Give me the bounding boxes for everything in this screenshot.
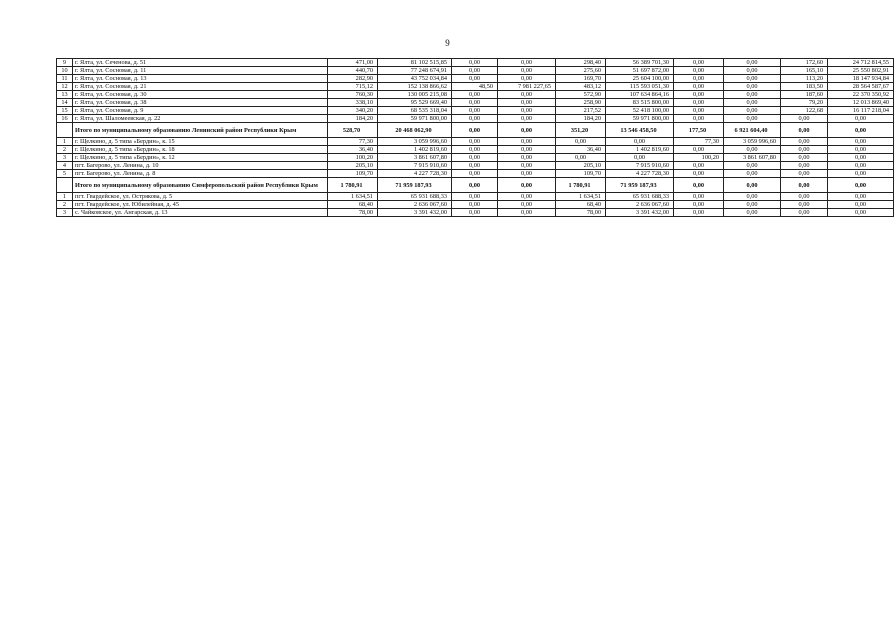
- value-cell: 0,00: [781, 193, 828, 201]
- value-cell: 0,00: [674, 178, 724, 193]
- row-number: 14: [57, 99, 73, 107]
- value-cell: 205,10: [556, 162, 606, 170]
- table-row: [57, 83, 894, 91]
- value-cell: 715,12: [328, 83, 378, 91]
- table-row: [57, 115, 894, 123]
- value-cell: 3 391 432,00: [378, 209, 452, 217]
- value-cell: 0,00: [674, 162, 724, 170]
- value-cell: 0,00: [828, 123, 894, 138]
- value-cell: 3 059 996,60: [378, 138, 452, 146]
- value-cell: 113,20: [781, 75, 828, 83]
- value-cell: 1 634,51: [556, 193, 606, 201]
- table-row: [57, 91, 894, 99]
- value-cell: 0,00: [452, 193, 498, 201]
- value-cell: 0,00: [828, 162, 894, 170]
- row-number: 11: [57, 75, 73, 83]
- value-cell: 0,00: [724, 162, 781, 170]
- value-cell: 152 138 866,62: [378, 83, 452, 91]
- value-cell: 68,40: [556, 201, 606, 209]
- value-cell: 528,70: [328, 123, 378, 138]
- address-cell: г. Ялта, ул. Сосновая, д. 38: [73, 99, 328, 107]
- table-row: [57, 170, 894, 178]
- value-cell: 0,00: [781, 162, 828, 170]
- value-cell: 0,00: [498, 162, 556, 170]
- address-cell: г. Ялта, ул. Сосновая, д. 21: [73, 83, 328, 91]
- value-cell: 0,00: [452, 59, 498, 67]
- value-cell: 2 636 067,60: [606, 201, 674, 209]
- value-cell: 0,00: [724, 178, 781, 193]
- value-cell: 36,40: [328, 146, 378, 154]
- value-cell: 0,00: [674, 59, 724, 67]
- table-row: [57, 146, 894, 154]
- value-cell: 25 604 100,00: [606, 75, 674, 83]
- value-cell: 0,00: [498, 178, 556, 193]
- value-cell: 65 931 688,33: [606, 193, 674, 201]
- value-cell: 0,00: [781, 209, 828, 217]
- row-number: 1: [57, 138, 73, 146]
- address-cell: с. Чайковское, ул. Ангарская, д. 13: [73, 209, 328, 217]
- value-cell: 0,00: [674, 83, 724, 91]
- address-cell: г. Щелкино, д. 5 типа «Бердин», к. 15: [73, 138, 328, 146]
- value-cell: 0,00: [452, 209, 498, 217]
- table-row: [57, 99, 894, 107]
- value-cell: 28 564 587,67: [828, 83, 894, 91]
- value-cell: 1 402 819,60: [606, 146, 674, 154]
- row-number: 3: [57, 209, 73, 217]
- subtotal-label: Итого по муниципальному образованию Ленинский район Республики Крым: [73, 123, 328, 138]
- value-cell: 183,50: [781, 83, 828, 91]
- value-cell: 3 391 432,00: [606, 209, 674, 217]
- value-cell: 0,00: [724, 83, 781, 91]
- value-cell: 0,00: [498, 91, 556, 99]
- value-cell: 56 389 701,30: [606, 59, 674, 67]
- value-cell: 122,68: [781, 107, 828, 115]
- value-cell: 0,00: [498, 201, 556, 209]
- value-cell: 165,10: [781, 67, 828, 75]
- subtotal-row: [57, 123, 894, 138]
- value-cell: 7 981 227,65: [498, 83, 556, 91]
- value-cell: 0,00: [674, 209, 724, 217]
- address-cell: г. Щелкино, д. 5 типа «Бердин», к. 12: [73, 154, 328, 162]
- row-number: 5: [57, 170, 73, 178]
- value-cell: 25 550 802,91: [828, 67, 894, 75]
- row-number: 10: [57, 67, 73, 75]
- value-cell: 0,00: [674, 201, 724, 209]
- value-cell: 51 697 872,00: [606, 67, 674, 75]
- value-cell: 0,00: [606, 138, 674, 146]
- value-cell: 0,00: [498, 123, 556, 138]
- table-row: [57, 154, 894, 162]
- value-cell: 71 959 187,93: [378, 178, 452, 193]
- value-cell: 0,00: [724, 193, 781, 201]
- value-cell: 43 752 034,84: [378, 75, 452, 83]
- value-cell: 107 634 864,16: [606, 91, 674, 99]
- value-cell: 0,00: [781, 201, 828, 209]
- value-cell: 13 546 458,50: [606, 123, 674, 138]
- value-cell: 1 780,91: [556, 178, 606, 193]
- value-cell: 109,70: [328, 170, 378, 178]
- value-cell: 18 147 934,84: [828, 75, 894, 83]
- value-cell: 7 915 910,60: [378, 162, 452, 170]
- value-cell: 0,00: [724, 67, 781, 75]
- value-cell: 1 402 819,60: [378, 146, 452, 154]
- value-cell: 1 780,91: [328, 178, 378, 193]
- value-cell: 0,00: [452, 99, 498, 107]
- value-cell: 100,20: [328, 154, 378, 162]
- value-cell: 0,00: [674, 67, 724, 75]
- value-cell: 0,00: [498, 107, 556, 115]
- address-cell: г. Ялта, ул. Сосновая, д. 11: [73, 67, 328, 75]
- value-cell: 3 861 607,80: [724, 154, 781, 162]
- row-number: 12: [57, 83, 73, 91]
- value-cell: 0,00: [828, 193, 894, 201]
- subtotal-label: Итого по муниципальному образованию Симферопольский район Республики Крым: [73, 178, 328, 193]
- value-cell: 0,00: [724, 99, 781, 107]
- value-cell: 0,00: [724, 209, 781, 217]
- value-cell: 0,00: [452, 154, 498, 162]
- value-cell: 0,00: [674, 146, 724, 154]
- address-cell: г. Ялта, ул. Сосновая, д. 30: [73, 91, 328, 99]
- value-cell: 52 418 100,00: [606, 107, 674, 115]
- value-cell: 0,00: [781, 170, 828, 178]
- value-cell: 0,00: [452, 138, 498, 146]
- value-cell: 0,00: [452, 123, 498, 138]
- value-cell: 0,00: [674, 170, 724, 178]
- value-cell: 0,00: [498, 59, 556, 67]
- value-cell: 0,00: [674, 99, 724, 107]
- table-row: [57, 193, 894, 201]
- value-cell: 340,20: [328, 107, 378, 115]
- value-cell: 760,30: [328, 91, 378, 99]
- value-cell: 3 861 607,80: [378, 154, 452, 162]
- value-cell: 0,00: [724, 115, 781, 123]
- value-cell: 0,00: [498, 146, 556, 154]
- table-row: [57, 162, 894, 170]
- address-cell: г. Ялта, ул. Сосновая, д. 13: [73, 75, 328, 83]
- value-cell: 48,50: [452, 83, 498, 91]
- value-cell: 169,70: [556, 75, 606, 83]
- row-number: 9: [57, 59, 73, 67]
- row-number: 4: [57, 162, 73, 170]
- row-number: 15: [57, 107, 73, 115]
- address-cell: г. Щелкино, д. 5 типа «Бердин», к. 18: [73, 146, 328, 154]
- table-row: [57, 107, 894, 115]
- value-cell: 0,00: [781, 123, 828, 138]
- value-cell: 471,00: [328, 59, 378, 67]
- value-cell: 0,00: [828, 209, 894, 217]
- value-cell: 81 102 515,85: [378, 59, 452, 67]
- value-cell: 59 971 800,00: [378, 115, 452, 123]
- value-cell: 0,00: [452, 115, 498, 123]
- row-number: 2: [57, 201, 73, 209]
- address-cell: пгт. Багерово, ул. Ленина, д. 10: [73, 162, 328, 170]
- value-cell: 130 005 215,08: [378, 91, 452, 99]
- value-cell: 0,00: [674, 193, 724, 201]
- address-cell: пгт. Гвардейское, ул. Юбилейная, д. 45: [73, 201, 328, 209]
- value-cell: 0,00: [724, 201, 781, 209]
- row-number: [57, 178, 73, 193]
- value-cell: 0,00: [452, 170, 498, 178]
- value-cell: 0,00: [674, 75, 724, 83]
- subtotal-row: [57, 178, 894, 193]
- value-cell: 1 634,51: [328, 193, 378, 201]
- value-cell: 0,00: [781, 115, 828, 123]
- table-row: [57, 59, 894, 67]
- value-cell: 298,40: [556, 59, 606, 67]
- table-row: [57, 75, 894, 83]
- value-cell: 95 529 669,40: [378, 99, 452, 107]
- value-cell: 0,00: [556, 154, 606, 162]
- value-cell: 0,00: [828, 146, 894, 154]
- row-number: 16: [57, 115, 73, 123]
- page-number: 9: [445, 38, 450, 48]
- value-cell: 0,00: [781, 138, 828, 146]
- resettlement-table: [56, 58, 894, 217]
- value-cell: 0,00: [724, 59, 781, 67]
- value-cell: 0,00: [452, 162, 498, 170]
- value-cell: 187,60: [781, 91, 828, 99]
- row-number: 2: [57, 146, 73, 154]
- value-cell: 0,00: [828, 138, 894, 146]
- value-cell: 172,60: [781, 59, 828, 67]
- value-cell: 0,00: [674, 107, 724, 115]
- table-row: [57, 67, 894, 75]
- value-cell: 0,00: [452, 91, 498, 99]
- value-cell: 0,00: [498, 154, 556, 162]
- address-cell: г. Ялта, ул. Сеченова, д. 51: [73, 59, 328, 67]
- address-cell: пгт. Гвардейское, ул. Острякова, д. 5: [73, 193, 328, 201]
- value-cell: 0,00: [674, 115, 724, 123]
- value-cell: 177,50: [674, 123, 724, 138]
- value-cell: 12 013 869,40: [828, 99, 894, 107]
- value-cell: 36,40: [556, 146, 606, 154]
- value-cell: 0,00: [498, 75, 556, 83]
- value-cell: 217,52: [556, 107, 606, 115]
- value-cell: 71 959 187,93: [606, 178, 674, 193]
- value-cell: 0,00: [498, 115, 556, 123]
- value-cell: 440,70: [328, 67, 378, 75]
- value-cell: 0,00: [828, 115, 894, 123]
- value-cell: 0,00: [724, 146, 781, 154]
- value-cell: 68,40: [328, 201, 378, 209]
- value-cell: 16 117 218,04: [828, 107, 894, 115]
- value-cell: 258,90: [556, 99, 606, 107]
- value-cell: 0,00: [498, 99, 556, 107]
- value-cell: 79,20: [781, 99, 828, 107]
- value-cell: 65 931 688,33: [378, 193, 452, 201]
- value-cell: 0,00: [498, 209, 556, 217]
- value-cell: 0,00: [724, 107, 781, 115]
- value-cell: 0,00: [498, 193, 556, 201]
- row-number: 1: [57, 193, 73, 201]
- value-cell: 0,00: [498, 138, 556, 146]
- value-cell: 275,60: [556, 67, 606, 75]
- row-number: 13: [57, 91, 73, 99]
- value-cell: 0,00: [781, 146, 828, 154]
- table-row: [57, 201, 894, 209]
- value-cell: 205,10: [328, 162, 378, 170]
- value-cell: 24 712 814,55: [828, 59, 894, 67]
- value-cell: 2 636 067,60: [378, 201, 452, 209]
- value-cell: 0,00: [724, 91, 781, 99]
- value-cell: 77,30: [674, 138, 724, 146]
- value-cell: 0,00: [606, 154, 674, 162]
- value-cell: 59 971 800,00: [606, 115, 674, 123]
- value-cell: 0,00: [498, 170, 556, 178]
- value-cell: 7 915 910,60: [606, 162, 674, 170]
- value-cell: 83 515 800,00: [606, 99, 674, 107]
- value-cell: 0,00: [828, 201, 894, 209]
- value-cell: 483,12: [556, 83, 606, 91]
- value-cell: 282,90: [328, 75, 378, 83]
- table-row: [57, 138, 894, 146]
- value-cell: 0,00: [556, 138, 606, 146]
- value-cell: 78,00: [556, 209, 606, 217]
- value-cell: 0,00: [724, 170, 781, 178]
- value-cell: 0,00: [781, 178, 828, 193]
- value-cell: 0,00: [724, 75, 781, 83]
- value-cell: 0,00: [452, 178, 498, 193]
- address-cell: г. Ялта, ул. Сосновая, д. 9: [73, 107, 328, 115]
- value-cell: 0,00: [452, 107, 498, 115]
- row-number: [57, 123, 73, 138]
- value-cell: 184,20: [556, 115, 606, 123]
- row-number: 3: [57, 154, 73, 162]
- value-cell: 0,00: [452, 146, 498, 154]
- table-body: [57, 59, 894, 217]
- value-cell: 109,70: [556, 170, 606, 178]
- value-cell: 0,00: [452, 67, 498, 75]
- table-row: [57, 209, 894, 217]
- value-cell: 100,20: [674, 154, 724, 162]
- value-cell: 0,00: [828, 170, 894, 178]
- value-cell: 0,00: [452, 201, 498, 209]
- value-cell: 0,00: [674, 91, 724, 99]
- value-cell: 3 059 996,60: [724, 138, 781, 146]
- value-cell: 115 593 051,30: [606, 83, 674, 91]
- value-cell: 0,00: [828, 154, 894, 162]
- value-cell: 572,90: [556, 91, 606, 99]
- value-cell: 0,00: [781, 154, 828, 162]
- value-cell: 4 227 728,30: [378, 170, 452, 178]
- value-cell: 78,00: [328, 209, 378, 217]
- value-cell: 338,10: [328, 99, 378, 107]
- value-cell: 20 468 062,90: [378, 123, 452, 138]
- value-cell: 0,00: [452, 75, 498, 83]
- value-cell: 77 248 674,91: [378, 67, 452, 75]
- value-cell: 22 370 350,92: [828, 91, 894, 99]
- value-cell: 351,20: [556, 123, 606, 138]
- address-cell: г. Ялта, ул. Шаломеевская, д. 22: [73, 115, 328, 123]
- address-cell: пгт. Багерово, ул. Ленина, д. 8: [73, 170, 328, 178]
- value-cell: 0,00: [498, 67, 556, 75]
- value-cell: 4 227 728,30: [606, 170, 674, 178]
- value-cell: 184,20: [328, 115, 378, 123]
- value-cell: 68 535 318,04: [378, 107, 452, 115]
- value-cell: 6 921 604,40: [724, 123, 781, 138]
- value-cell: 77,30: [328, 138, 378, 146]
- value-cell: 0,00: [828, 178, 894, 193]
